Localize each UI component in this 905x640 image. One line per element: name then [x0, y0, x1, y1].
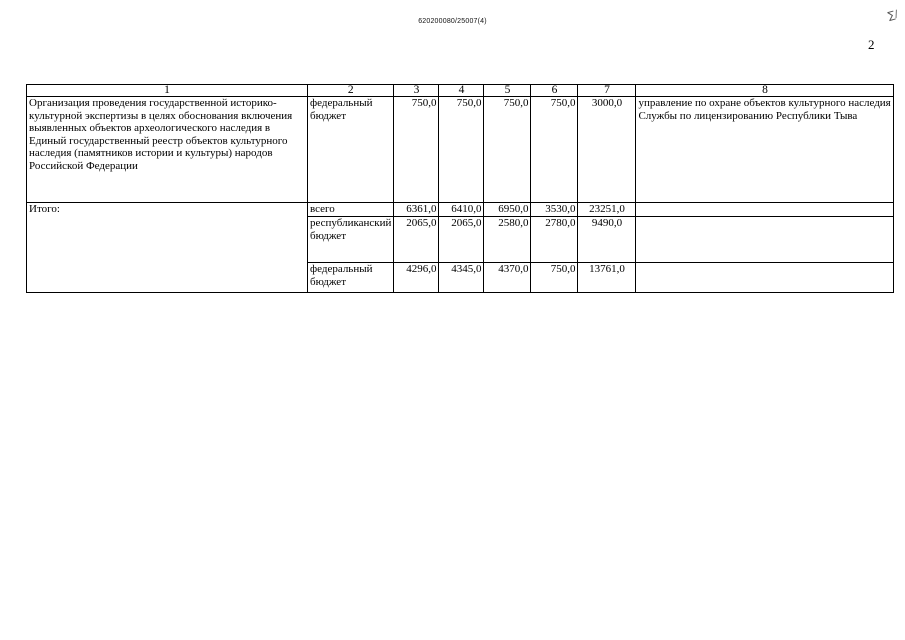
year-value-cell: 750,0: [484, 97, 531, 203]
funding-source-cell: республиканский бюджет: [308, 217, 394, 263]
funding-source-cell: всего: [308, 203, 394, 217]
table-row: [27, 203, 894, 217]
year-value-cell: 2580,0: [484, 217, 531, 263]
table-row: [27, 97, 894, 203]
column-number: 6: [531, 85, 578, 97]
year-value-cell: 750,0: [531, 97, 578, 203]
column-number: 4: [439, 85, 484, 97]
program-table: [26, 84, 894, 293]
column-number: 3: [394, 85, 439, 97]
responsible-cell: [636, 217, 894, 263]
column-number: 5: [484, 85, 531, 97]
year-value-cell: 2780,0: [531, 217, 578, 263]
year-value-cell: 750,0: [439, 97, 484, 203]
total-value-cell: 13761,0: [578, 263, 636, 293]
year-value-cell: 750,0: [531, 263, 578, 293]
total-value-cell: 3000,0: [578, 97, 636, 203]
column-number: 7: [578, 85, 636, 97]
funding-source-cell: федеральный бюджет: [308, 263, 394, 293]
responsible-cell: [636, 203, 894, 217]
year-value-cell: 4296,0: [394, 263, 439, 293]
responsible-cell: управление по охране объектов культурного наследия Службы по лицензированию Республики Тыва: [636, 97, 894, 203]
document-code: 620200080/25007(4): [418, 18, 487, 25]
column-number: 1: [27, 85, 308, 97]
year-value-cell: 2065,0: [439, 217, 484, 263]
year-value-cell: 4370,0: [484, 263, 531, 293]
column-number-row: [27, 85, 894, 97]
total-value-cell: 9490,0: [578, 217, 636, 263]
total-value-cell: 23251,0: [578, 203, 636, 217]
column-number: 2: [308, 85, 394, 97]
responsible-cell: [636, 263, 894, 293]
year-value-cell: 6950,0: [484, 203, 531, 217]
total-label-cell: Итого:: [27, 203, 308, 293]
page-number: 2: [868, 37, 875, 52]
year-value-cell: 3530,0: [531, 203, 578, 217]
column-number: 8: [636, 85, 894, 97]
year-value-cell: 6361,0: [394, 203, 439, 217]
activity-cell: Организация проведения государственной историко-культурной экспертизы в целях обоснования включения выявленных объектов археологического наследия в Единый государственный реестр объектов культурного наследия (памятников истории и культуры) народов Российской Федерации: [27, 97, 308, 203]
year-value-cell: 6410,0: [439, 203, 484, 217]
year-value-cell: 4345,0: [439, 263, 484, 293]
funding-source-cell: федеральный бюджет: [308, 97, 394, 203]
corner-mark: ∑∕: [886, 8, 900, 23]
year-value-cell: 2065,0: [394, 217, 439, 263]
year-value-cell: 750,0: [394, 97, 439, 203]
